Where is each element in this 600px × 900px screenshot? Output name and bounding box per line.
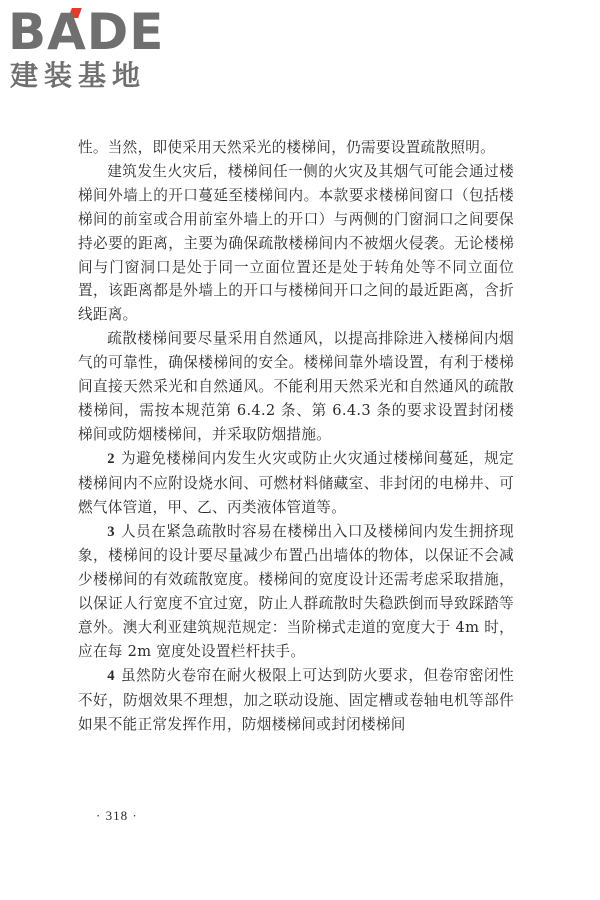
paragraph-text: 性。当然，即使采用天然采光的楼梯间，仍需要设置疏散照明。 [78, 139, 496, 156]
logo-subtitle: 建装基地 [10, 59, 147, 92]
paragraph [78, 136, 514, 160]
paragraph-text: 为避免楼梯间内发生火灾或防止火灾通过楼梯间蔓延，规定楼梯间内不应附设烧水间、可燃材料储藏室、非封闭的电梯井、可燃气体管道，甲、乙、丙类液体管道等。 [78, 449, 514, 516]
paragraph [78, 327, 514, 447]
paragraph [78, 664, 514, 737]
item-number: 2 [107, 450, 115, 467]
paragraph-text: 虽然防火卷帘在耐火极限上可达到防火要求，但卷帘密闭性不好，防烟效果不理想，加之联动设施、固定槽或卷轴电机等部件如果不能正常发挥作用，防烟楼梯间或封闭楼梯间 [78, 666, 514, 733]
paragraph-text: 疏散楼梯间要尽量采用自然通风，以提高排除进入楼梯间内烟气的可靠性，确保楼梯间的安全。楼梯间靠外墙设置，有利于楼梯间直接天然采光和自然通风。不能利用天然采光和自然通风的疏散楼梯间，需按本规范第 6.4.2 条、第 6.4.3 条的要求设置封闭楼梯间或防烟楼梯间，并采取防烟措施。 [78, 330, 514, 443]
page-number: · 318 · [96, 808, 138, 823]
bade-logo [8, 3, 178, 94]
paragraph-text: 人员在紧急疏散时容易在楼梯出入口及楼梯间内发生拥挤现象，楼梯间的设计要尽量减少布置凸出墙体的物体，以保证不会减少楼梯间的有效疏散宽度。楼梯间的宽度设计还需考虑采取措施，以保证人行宽度不宜过宽，防止人群疏散时失稳跌倒而导致踩踏等意外。澳大利亚建筑规范规定：当阶梯式走道的宽度大于 4m 时，应在每 2m 宽度处设置栏杆扶手。 [78, 522, 514, 661]
paragraph [78, 160, 514, 327]
paragraph [78, 520, 514, 664]
item-number: 3 [107, 523, 115, 540]
logo-wordmark: BADE [8, 3, 165, 61]
paragraph [78, 447, 514, 520]
paragraph-text: 建筑发生火灾后，楼梯间任一侧的火灾及其烟气可能会通过楼梯间外墙上的开口蔓延至楼梯间内。本款要求楼梯间窗口（包括楼梯间的前室或合用前室外墙上的开口）与两侧的门窗洞口之间要保持必要的距离，主要为确保疏散楼梯间内不被烟火侵袭。无论楼梯间与门窗洞口是处于同一立面位置还是处于转角处等不同立面位置，该距离都是外墙上的开口与楼梯间开口之间的最近距离，含折线距离。 [78, 162, 514, 324]
item-number: 4 [107, 667, 115, 684]
page-body [78, 136, 514, 737]
